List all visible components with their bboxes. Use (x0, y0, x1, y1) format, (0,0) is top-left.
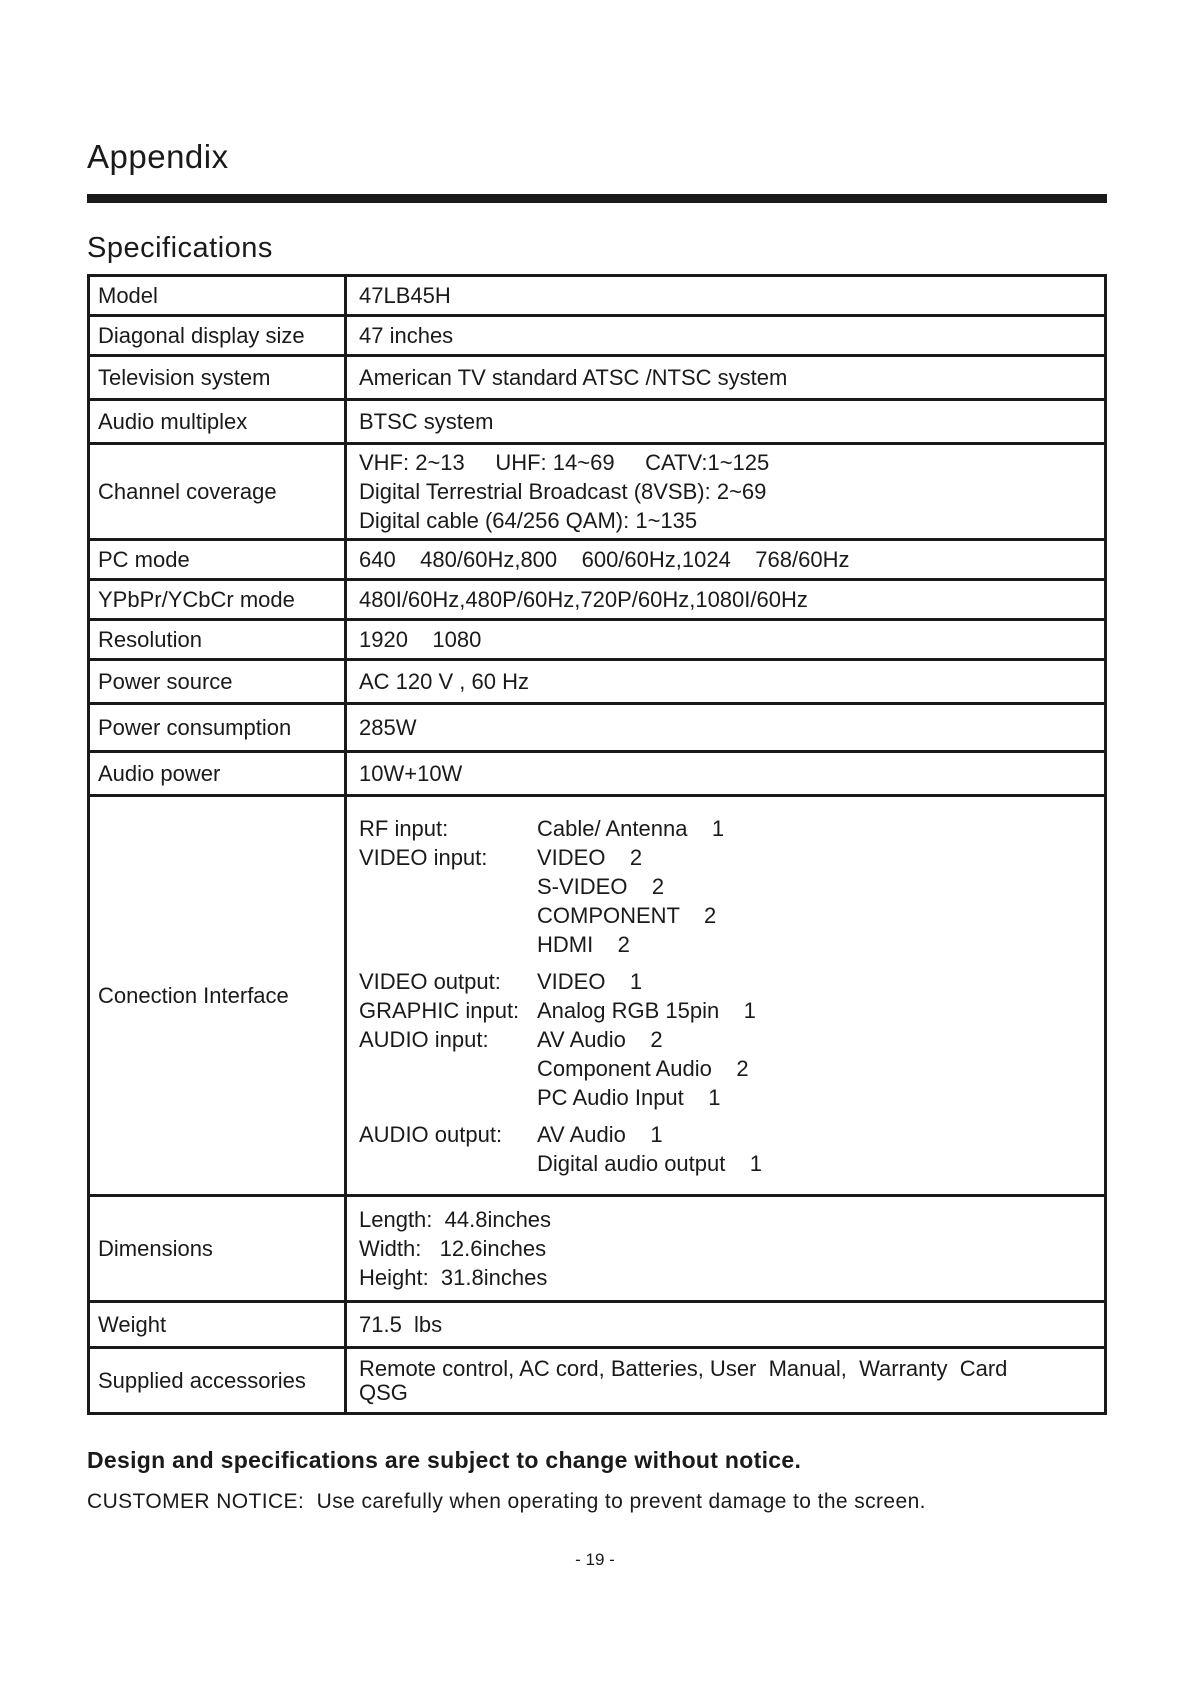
spec-label: Audio multiplex (89, 400, 346, 444)
page-title: Appendix (87, 138, 229, 175)
table-row (89, 1196, 1106, 1302)
spec-label: Channel coverage (89, 444, 346, 540)
spec-label: Power consumption (89, 704, 346, 752)
connection-grid (359, 814, 1096, 1178)
conn-value: VIDEO 2 (537, 844, 643, 870)
conn-value: Component Audio 2 (537, 1055, 749, 1081)
spec-value: 47 inches (346, 316, 1106, 356)
spec-value: 480I/60Hz,480P/60Hz,720P/60Hz,1080I/60Hz (346, 580, 1106, 620)
section-title: Specifications (87, 232, 273, 264)
channel-line: Digital Terrestrial Broadcast (8VSB): 2~69 (359, 479, 767, 504)
spec-value: 10W+10W (346, 752, 1106, 796)
specifications-table (87, 274, 1107, 1415)
conn-value: PC Audio Input 1 (537, 1084, 721, 1110)
spec-value (346, 444, 1106, 540)
table-row (89, 540, 1106, 580)
channel-line: Digital cable (64/256 QAM): 1~135 (359, 508, 698, 533)
dimension-line: Width: 12.6inches (359, 1236, 547, 1261)
customer-notice: CUSTOMER NOTICE: Use carefully when operating to prevent damage to the screen. (87, 1490, 926, 1513)
table-row (89, 796, 1106, 1196)
table-row (89, 752, 1106, 796)
spec-value: 1920 1080 (346, 620, 1106, 660)
conn-value: HDMI 2 (537, 931, 630, 957)
table-row (89, 660, 1106, 704)
spec-label: PC mode (89, 540, 346, 580)
conn-value: Cable/ Antenna 1 (537, 815, 725, 841)
spec-value: 285W (346, 704, 1106, 752)
conn-label: GRAPHIC input: (359, 997, 520, 1023)
conn-label: VIDEO output: (359, 968, 501, 994)
spec-label: Supplied accessories (89, 1348, 346, 1414)
accessories-line: Remote control, AC cord, Batteries, User Manual, Warranty Card (359, 1355, 1008, 1381)
conn-value: Digital audio output 1 (537, 1150, 763, 1176)
spec-label: Resolution (89, 620, 346, 660)
spec-label: Dimensions (89, 1196, 346, 1302)
spec-label: Conection Interface (89, 796, 346, 1196)
page-number: - 19 - (575, 1550, 615, 1569)
title-divider (87, 194, 1107, 203)
conn-value: COMPONENT 2 (537, 902, 717, 928)
table-row (89, 620, 1106, 660)
table-row (89, 1302, 1106, 1348)
table-row (89, 316, 1106, 356)
table-row (89, 580, 1106, 620)
conn-value: VIDEO 1 (537, 968, 643, 994)
conn-value: Analog RGB 15pin 1 (537, 997, 756, 1023)
spec-label: Television system (89, 356, 346, 400)
spec-label: Weight (89, 1302, 346, 1348)
conn-label: AUDIO output: (359, 1121, 503, 1147)
spec-value: 640 480/60Hz,800 600/60Hz,1024 768/60Hz (346, 540, 1106, 580)
spec-label: Diagonal display size (89, 316, 346, 356)
table-row (89, 356, 1106, 400)
spec-value: 71.5 lbs (346, 1302, 1106, 1348)
conn-label: AUDIO input: (359, 1026, 489, 1052)
conn-label: RF input: (359, 815, 449, 841)
channel-line: VHF: 2~13 UHF: 14~69 CATV:1~125 (359, 450, 770, 475)
conn-value: S-VIDEO 2 (537, 873, 665, 899)
spec-label: YPbPr/YCbCr mode (89, 580, 346, 620)
spec-value (346, 1348, 1106, 1414)
change-notice: Design and specifications are subject to change without notice. (87, 1447, 802, 1473)
table-row (89, 400, 1106, 444)
spec-value: AC 120 V , 60 Hz (346, 660, 1106, 704)
spec-value: BTSC system (346, 400, 1106, 444)
dimension-line: Length: 44.8inches (359, 1207, 552, 1232)
table-row (89, 444, 1106, 540)
conn-label: VIDEO input: (359, 844, 488, 870)
conn-value: AV Audio 1 (537, 1121, 663, 1147)
spec-label: Model (89, 276, 346, 316)
spec-value (346, 796, 1106, 1196)
spec-value: American TV standard ATSC /NTSC system (346, 356, 1106, 400)
conn-value: AV Audio 2 (537, 1026, 663, 1052)
table-row (89, 1348, 1106, 1414)
spec-value (346, 1196, 1106, 1302)
dimension-line: Height: 31.8inches (359, 1265, 548, 1290)
spec-label: Power source (89, 660, 346, 704)
accessories-line: QSG (359, 1379, 408, 1405)
table-row (89, 276, 1106, 316)
table-row (89, 704, 1106, 752)
spec-label: Audio power (89, 752, 346, 796)
spec-value: 47LB45H (346, 276, 1106, 316)
